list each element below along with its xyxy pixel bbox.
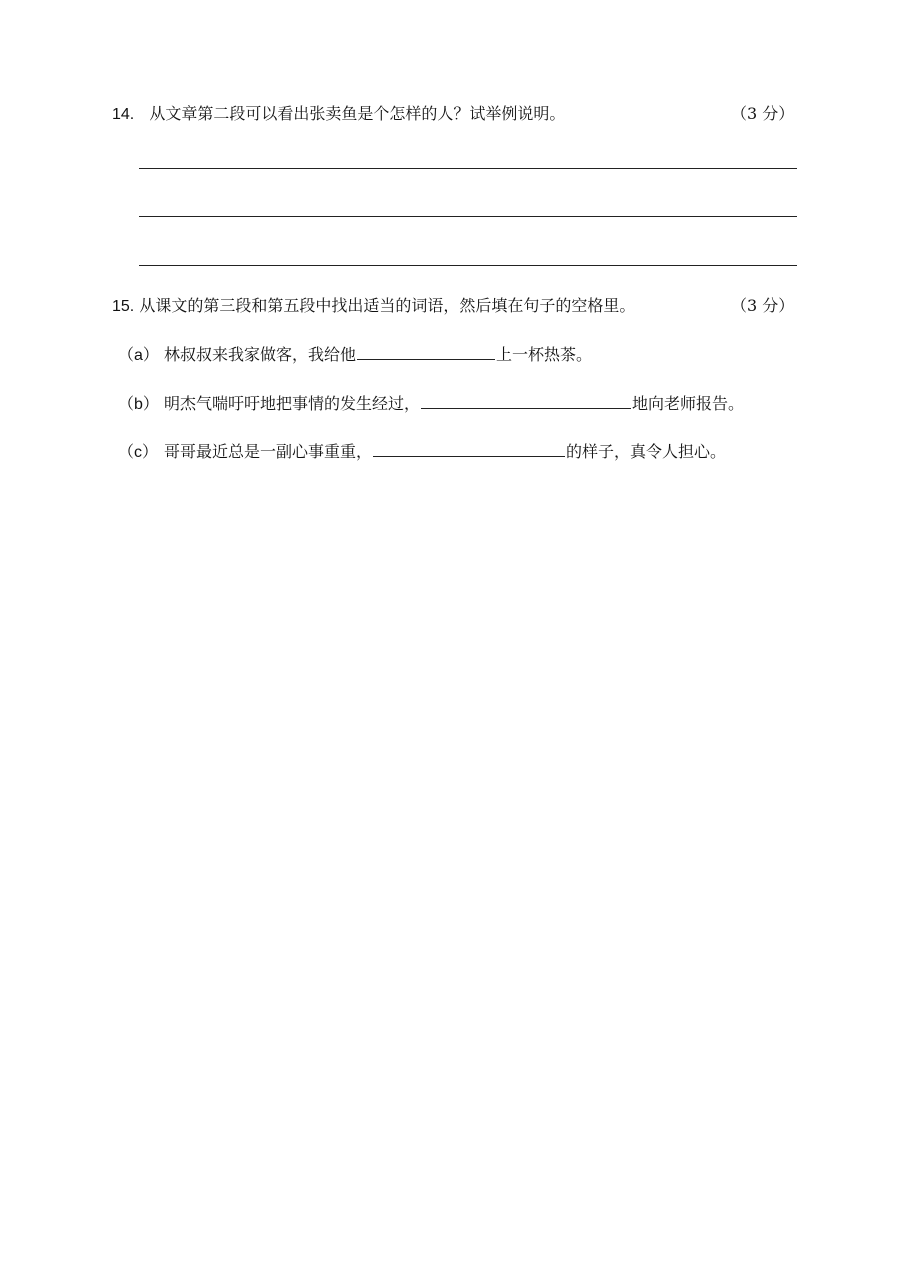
answer-line-3[interactable] — [139, 265, 797, 266]
item-a-after: 上一杯热茶。 — [496, 345, 593, 364]
answer-line-2[interactable] — [139, 216, 797, 217]
answer-line-1[interactable] — [139, 168, 797, 169]
item-b — [118, 392, 744, 416]
question-14 — [112, 103, 565, 126]
item-b-label: （b） — [118, 396, 159, 413]
item-c-label: （c） — [118, 444, 159, 461]
item-a-before: 林叔叔来我家做客，我给他 — [164, 345, 357, 364]
item-a-label: （a） — [118, 347, 159, 364]
item-c — [118, 440, 726, 464]
question-15-text: 从课文的第三段和第五段中找出适当的词语，然后填在句子的空格里。 — [139, 296, 636, 315]
question-15 — [112, 295, 635, 318]
item-c-blank[interactable] — [373, 440, 565, 457]
item-b-after: 地向老师报告。 — [632, 394, 745, 413]
question-14-number: 14. — [112, 106, 135, 123]
question-15-number: 15. — [112, 298, 135, 315]
question-14-text: 从文章第二段可以看出张卖鱼是个怎样的人？试举例说明。 — [149, 104, 566, 123]
question-15-marks: （3 分） — [731, 296, 795, 315]
item-a — [118, 343, 592, 367]
item-c-before: 哥哥最近总是一副心事重重， — [164, 442, 373, 461]
item-b-blank[interactable] — [421, 392, 631, 409]
item-b-before: 明杰气喘吁吁地把事情的发生经过， — [164, 394, 421, 413]
question-14-marks: （3 分） — [731, 104, 795, 123]
item-a-blank[interactable] — [357, 343, 495, 360]
item-c-after: 的样子，真令人担心。 — [566, 442, 727, 461]
